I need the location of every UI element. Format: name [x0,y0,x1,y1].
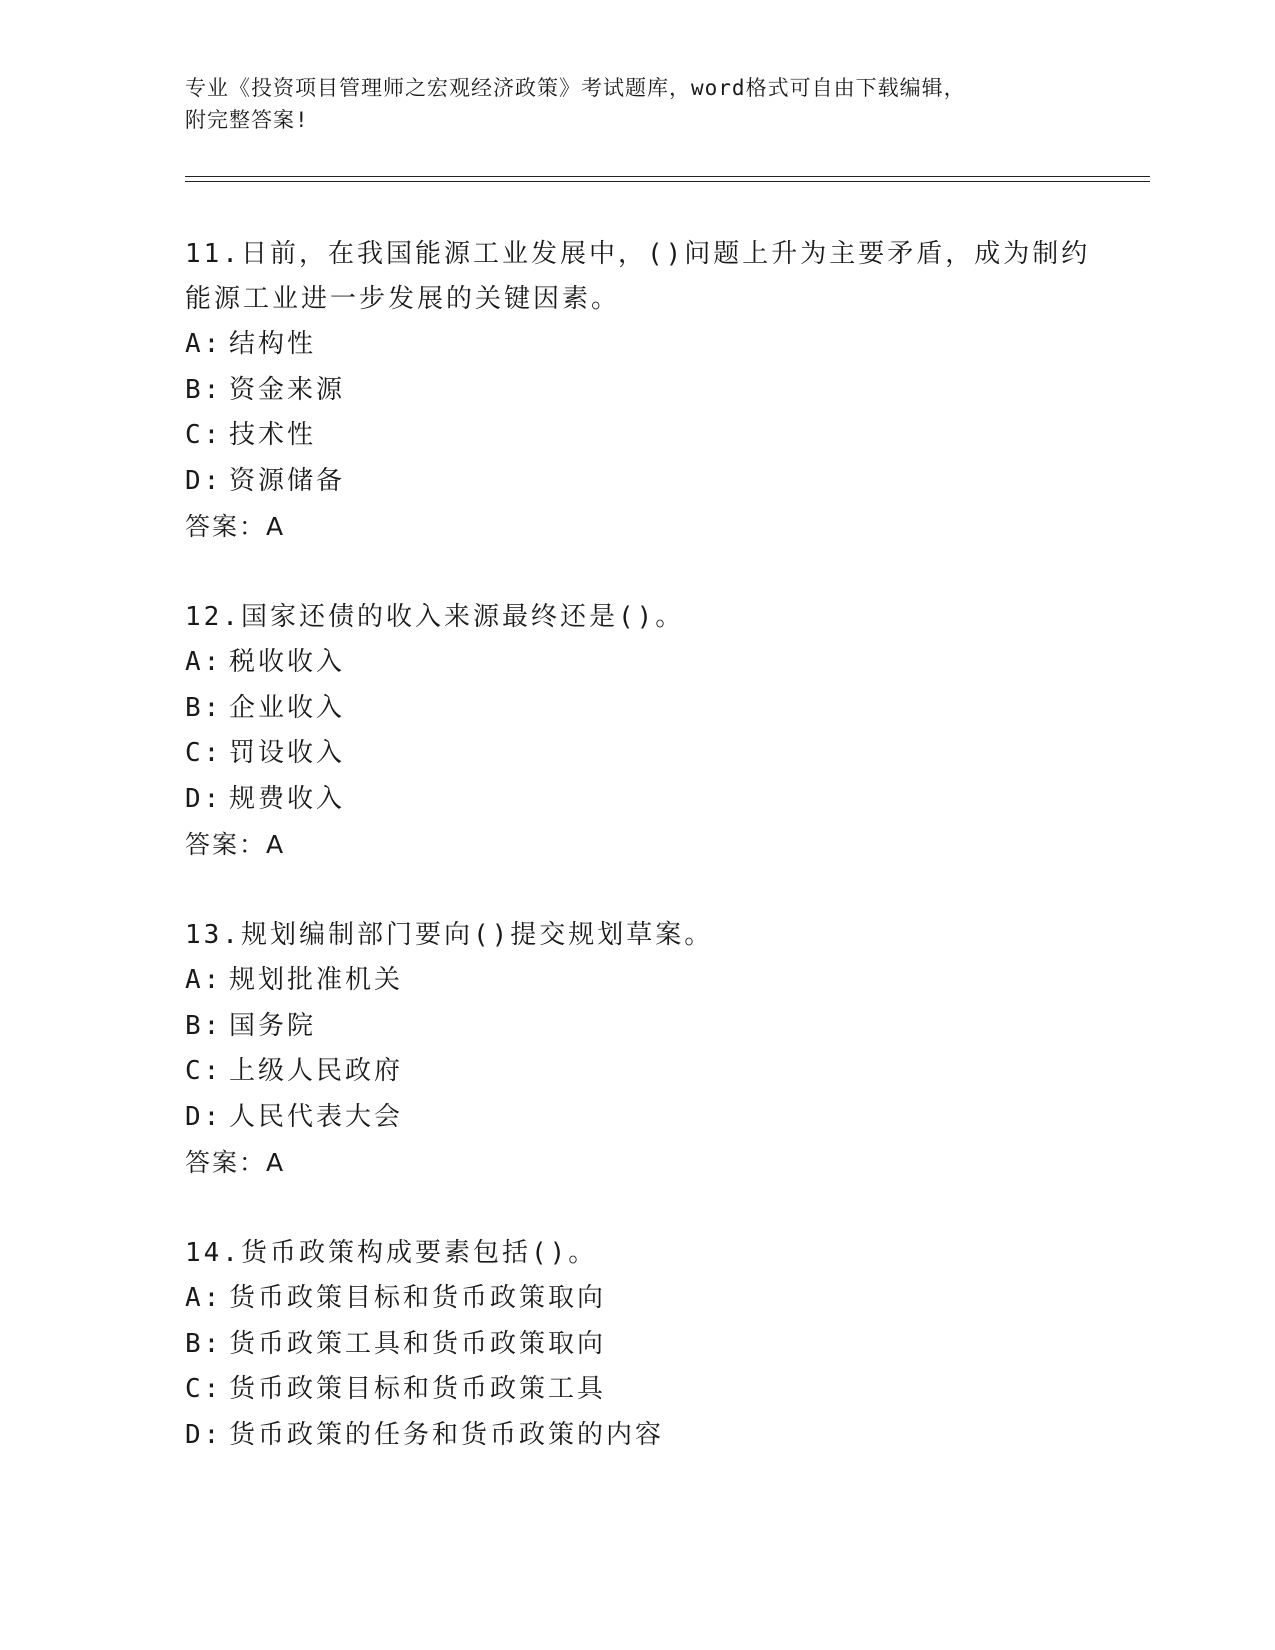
option-key: B: [185,1010,223,1041]
option-text: 技术性 [229,420,317,450]
option-b [185,368,1105,414]
option-a [185,322,1105,368]
option-c [185,1367,1105,1413]
option-key: A: [185,1283,223,1313]
question-14 [185,1231,1105,1458]
option-b [185,1322,1105,1368]
option-key: D: [185,1101,223,1132]
option-d [185,459,1105,505]
option-text: 企业收入 [229,692,346,723]
option-text: 资源储备 [229,465,346,496]
option-key: B: [185,692,223,723]
question-spacer [185,867,1105,913]
option-key: A: [185,329,223,359]
option-text: 货币政策工具和货币政策取向 [229,1328,607,1359]
option-text: 资金来源 [229,374,346,405]
option-key: B: [185,374,223,405]
option-text: 货币政策目标和货币政策取向 [229,1283,607,1313]
question-12 [185,595,1105,867]
option-c [185,413,1105,459]
header-line-1: 专业《投资项目管理师之宏观经济政策》考试题库，word格式可自由下载编辑， [185,76,966,100]
option-text: 货币政策的任务和货币政策的内容 [229,1419,665,1450]
option-a [185,640,1105,686]
option-text: 罚设收入 [229,738,346,768]
answer-line: 答案：A [185,1148,286,1177]
option-text: 规划批准机关 [229,965,404,995]
answer-line: 答案：A [185,512,286,541]
header-divider-bottom [185,181,1150,182]
option-key: A: [185,647,223,677]
header-divider-top [185,176,1150,177]
document-header [185,72,1105,136]
option-c [185,731,1105,777]
question-list [185,232,1105,1458]
option-text: 人民代表大会 [229,1101,404,1132]
question-stem-line: 13.规划编制部门要向()提交规划草案。 [185,920,714,950]
question-spacer [185,1185,1105,1231]
option-d [185,777,1105,823]
option-text: 货币政策目标和货币政策工具 [229,1374,607,1404]
question-spacer [185,549,1105,595]
option-text: 结构性 [229,329,317,359]
header-line-2: 附完整答案! [185,108,309,132]
question-stem-line: 12.国家还债的收入来源最终还是()。 [185,602,685,632]
option-b [185,686,1105,732]
option-key: C: [185,420,223,450]
option-text: 规费收入 [229,783,346,814]
option-key: C: [185,1056,223,1086]
option-key: C: [185,1374,223,1404]
option-a [185,958,1105,1004]
option-text: 国务院 [229,1010,317,1041]
question-stem-line: 14.货币政策构成要素包括()。 [185,1238,598,1268]
option-key: D: [185,783,223,814]
option-c [185,1049,1105,1095]
answer-line: 答案：A [185,830,286,859]
option-key: B: [185,1328,223,1359]
option-a [185,1276,1105,1322]
option-key: A: [185,965,223,995]
option-d [185,1413,1105,1459]
option-key: C: [185,738,223,768]
question-13 [185,913,1105,1185]
option-d [185,1095,1105,1141]
option-key: D: [185,465,223,496]
question-stem-line: 能源工业进一步发展的关键因素。 [185,284,621,314]
option-key: D: [185,1419,223,1450]
question-11 [185,232,1105,549]
option-text: 税收收入 [229,647,346,677]
option-b [185,1004,1105,1050]
option-text: 上级人民政府 [229,1056,404,1086]
question-stem-line: 11.日前，在我国能源工业发展中，()问题上升为主要矛盾，成为制约 [185,239,1091,269]
